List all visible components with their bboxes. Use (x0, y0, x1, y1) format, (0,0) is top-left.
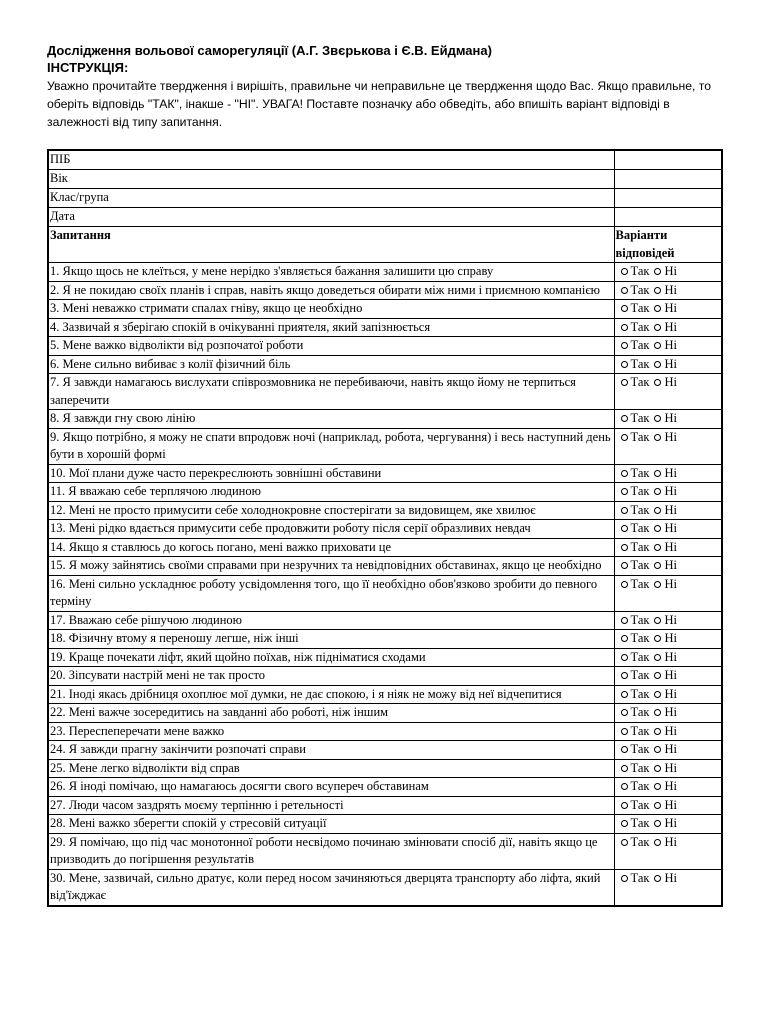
header-answers: Варіанти відповідей (614, 227, 722, 263)
radio-no[interactable] (654, 709, 661, 716)
option-no-label: Ні (664, 631, 677, 645)
radio-no[interactable] (654, 434, 661, 441)
option-no-label: Ні (664, 870, 677, 885)
table-row (48, 815, 722, 834)
option-no-label: Ні (664, 649, 677, 664)
answer-options (614, 869, 722, 906)
option-yes-label: Так (630, 301, 650, 315)
option-no-label: Ні (664, 338, 677, 352)
question-text: 6. Мене сильно вибиває з колії фізичний біль (48, 355, 614, 374)
option-yes-label: Так (630, 797, 650, 812)
option-no-label: Ні (664, 319, 677, 334)
table-row (48, 538, 722, 557)
question-text: 13. Мені рідко вдається примусити себе продовжити роботу після серії образливих невдач (48, 520, 614, 539)
question-text: 24. Я завжди прагну закінчити розпочаті справи (48, 741, 614, 760)
option-yes-label: Так (630, 375, 650, 389)
answer-options (614, 575, 722, 611)
answer-options (614, 281, 722, 300)
question-text: 7. Я завжди намагаюсь вислухати співрозмовника не перебиваючи, навіть якщо йому не терпиться заперечити (48, 374, 614, 410)
answer-options (614, 611, 722, 630)
option-yes-label: Так (630, 612, 650, 627)
option-yes-label: Так (630, 558, 650, 572)
option-no-label: Ні (664, 301, 677, 315)
radio-no[interactable] (654, 617, 661, 624)
table-row (48, 557, 722, 576)
question-text: 27. Люди часом заздрять моєму терпінню і ретельності (48, 796, 614, 815)
option-yes-label: Так (630, 576, 650, 591)
radio-no[interactable] (654, 691, 661, 698)
option-yes-label: Так (630, 338, 650, 352)
table-row (48, 428, 722, 464)
radio-yes[interactable] (621, 361, 628, 368)
question-text: 10. Мої плани дуже часто перекреслюють зовнішні обставини (48, 464, 614, 483)
radio-no[interactable] (654, 361, 661, 368)
option-no-label: Ні (664, 356, 677, 371)
answer-options (614, 833, 722, 869)
answer-options (614, 667, 722, 686)
option-yes-label: Так (630, 779, 650, 793)
answer-options (614, 685, 722, 704)
option-yes-label: Так (630, 264, 650, 278)
table-row (48, 796, 722, 815)
answer-options (614, 337, 722, 356)
table-row (48, 869, 722, 906)
radio-no[interactable] (654, 525, 661, 532)
option-yes-label: Так (630, 723, 650, 738)
radio-yes[interactable] (621, 635, 628, 642)
radio-yes[interactable] (621, 434, 628, 441)
field-value-cell[interactable] (614, 189, 722, 208)
option-no-label: Ні (664, 411, 677, 425)
radio-yes[interactable] (621, 287, 628, 294)
question-text: 20. Зіпсувати настрій мені не так просто (48, 667, 614, 686)
radio-yes[interactable] (621, 765, 628, 772)
radio-yes[interactable] (621, 875, 628, 882)
table-row (48, 355, 722, 374)
radio-no[interactable] (654, 305, 661, 312)
option-no-label: Ні (664, 484, 677, 498)
option-no-label: Ні (664, 797, 677, 812)
instruction-text: Уважно прочитайте твердження і вирішіть, правильне чи неправильне це твердження щодо Вас. Якщо правильне, то оберіть відповідь "ТАК", інакше - "НІ". УВАГА! Поставте позначку або обведіть, або впишіть варіант відповіді в залежності від типу запитання. (47, 79, 712, 129)
table-row (48, 741, 722, 760)
document-title: Дослідження вольової саморегуляції (А.Г. Звєрькова і Є.В. Ейдмана) (47, 43, 492, 58)
answer-options (614, 501, 722, 520)
answer-options (614, 557, 722, 576)
table-row (48, 630, 722, 649)
option-yes-label: Так (630, 834, 650, 849)
option-no-label: Ні (664, 668, 677, 682)
radio-no[interactable] (654, 287, 661, 294)
option-no-label: Ні (664, 502, 677, 517)
radio-no[interactable] (654, 672, 661, 679)
field-value-cell[interactable] (614, 208, 722, 227)
option-no-label: Ні (664, 723, 677, 738)
answer-options (614, 483, 722, 502)
question-text: 28. Мені важко зберегти спокій у стресовій ситуації (48, 815, 614, 834)
radio-yes[interactable] (621, 728, 628, 735)
radio-yes[interactable] (621, 507, 628, 514)
table-row (48, 300, 722, 319)
radio-yes[interactable] (621, 415, 628, 422)
option-no-label: Ні (664, 282, 677, 297)
question-text: 12. Мені не просто примусити себе холоднокровне спостерігати за видовищем, яке хвилює (48, 501, 614, 520)
table-row (48, 833, 722, 869)
table-row (48, 685, 722, 704)
radio-yes[interactable] (621, 525, 628, 532)
field-label: Дата (48, 208, 614, 227)
radio-yes[interactable] (621, 488, 628, 495)
question-text: 16. Мені сильно ускладнює роботу усвідомлення того, що її необхідно обов'язково зробити до певного терміну (48, 575, 614, 611)
answer-options (614, 318, 722, 337)
question-text: 23. Переспеперечати мене важко (48, 722, 614, 741)
field-value-cell[interactable] (614, 150, 722, 170)
radio-no[interactable] (654, 839, 661, 846)
option-yes-label: Так (630, 631, 650, 645)
option-yes-label: Так (630, 668, 650, 682)
radio-yes[interactable] (621, 562, 628, 569)
table-row (48, 611, 722, 630)
option-yes-label: Так (630, 686, 650, 701)
answer-options (614, 520, 722, 539)
table-row (48, 667, 722, 686)
option-yes-label: Так (630, 760, 650, 775)
question-text: 26. Я іноді помічаю, що намагаюсь досягти свого всупереч обставинам (48, 778, 614, 797)
answer-options (614, 263, 722, 282)
table-row (48, 464, 722, 483)
radio-no[interactable] (654, 562, 661, 569)
answer-options (614, 778, 722, 797)
radio-no[interactable] (654, 507, 661, 514)
option-yes-label: Так (630, 319, 650, 334)
table-row (48, 281, 722, 300)
field-row-age (48, 170, 722, 189)
question-text: 11. Я вважаю себе терплячою людиною (48, 483, 614, 502)
table-row (48, 778, 722, 797)
field-row-name (48, 150, 722, 170)
table-row (48, 501, 722, 520)
radio-no[interactable] (654, 802, 661, 809)
option-yes-label: Так (630, 411, 650, 425)
option-yes-label: Так (630, 484, 650, 498)
radio-yes[interactable] (621, 709, 628, 716)
answer-options (614, 428, 722, 464)
option-no-label: Ні (664, 558, 677, 572)
instruction-heading: ІНСТРУКЦІЯ: (47, 60, 129, 75)
radio-no[interactable] (654, 379, 661, 386)
table-row (48, 722, 722, 741)
table-row (48, 337, 722, 356)
question-text: 15. Я можу зайнятись своїми справами при незручних та невідповідних обставинах, якщо це необхідно (48, 557, 614, 576)
option-yes-label: Так (630, 502, 650, 517)
option-yes-label: Так (630, 356, 650, 371)
header-question: Запитання (48, 227, 614, 263)
answer-options (614, 741, 722, 760)
question-text: 5. Мене важко відволікти від розпочатої роботи (48, 337, 614, 356)
table-row (48, 648, 722, 667)
radio-no[interactable] (654, 415, 661, 422)
option-no-label: Ні (664, 816, 677, 830)
option-no-label: Ні (664, 576, 677, 591)
table-row (48, 483, 722, 502)
question-text: 22. Мені важче зосередитись на завданні або роботі, ніж іншим (48, 704, 614, 723)
table-row (48, 759, 722, 778)
question-text: 9. Якщо потрібно, я можу не спати впродовж ночі (наприклад, робота, чергування) і весь наступний день бути в хорошій формі (48, 428, 614, 464)
table-row (48, 374, 722, 410)
radio-yes[interactable] (621, 839, 628, 846)
question-text: 21. Іноді якась дрібниця охоплює мої думки, не дає спокою, і я ніяк не можу від неї відчепитися (48, 685, 614, 704)
option-no-label: Ні (664, 429, 677, 444)
question-text: 25. Мене легко відволікти від справ (48, 759, 614, 778)
table-row (48, 704, 722, 723)
radio-yes[interactable] (621, 783, 628, 790)
option-yes-label: Так (630, 705, 650, 719)
radio-no[interactable] (654, 746, 661, 753)
field-value-cell[interactable] (614, 170, 722, 189)
question-text: 17. Вважаю себе рішучою людиною (48, 611, 614, 630)
table-row (48, 318, 722, 337)
radio-no[interactable] (654, 268, 661, 275)
option-no-label: Ні (664, 705, 677, 719)
radio-yes[interactable] (621, 746, 628, 753)
table-row (48, 263, 722, 282)
radio-yes[interactable] (621, 305, 628, 312)
option-yes-label: Так (630, 539, 650, 554)
option-yes-label: Так (630, 521, 650, 535)
field-label: ПІБ (48, 150, 614, 170)
radio-yes[interactable] (621, 544, 628, 551)
question-text: 3. Мені неважко стримати спалах гніву, якщо це необхідно (48, 300, 614, 319)
answer-options (614, 722, 722, 741)
table-row (48, 410, 722, 429)
answer-options (614, 464, 722, 483)
option-yes-label: Так (630, 742, 650, 756)
option-yes-label: Так (630, 870, 650, 885)
question-text: 14. Якщо я ставлюсь до когось погано, мені важко приховати це (48, 538, 614, 557)
radio-yes[interactable] (621, 672, 628, 679)
answer-options (614, 704, 722, 723)
option-no-label: Ні (664, 834, 677, 849)
radio-yes[interactable] (621, 324, 628, 331)
radio-yes[interactable] (621, 379, 628, 386)
field-row-group (48, 189, 722, 208)
answer-options (614, 630, 722, 649)
answer-options (614, 815, 722, 834)
radio-no[interactable] (654, 728, 661, 735)
option-no-label: Ні (664, 465, 677, 480)
field-row-date (48, 208, 722, 227)
answer-options (614, 538, 722, 557)
answer-options (614, 759, 722, 778)
option-no-label: Ні (664, 264, 677, 278)
answer-options (614, 355, 722, 374)
answer-options (614, 648, 722, 667)
radio-no[interactable] (654, 654, 661, 661)
table-row (48, 575, 722, 611)
radio-no[interactable] (654, 324, 661, 331)
table-header-row (48, 227, 722, 263)
field-label: Вік (48, 170, 614, 189)
answer-options (614, 410, 722, 429)
radio-yes[interactable] (621, 581, 628, 588)
question-text: 1. Якщо щось не клеїться, у мене нерідко з'являється бажання залишити цю справу (48, 263, 614, 282)
option-no-label: Ні (664, 521, 677, 535)
option-yes-label: Так (630, 282, 650, 297)
question-text: 19. Краще почекати ліфт, який щойно поїхав, ніж підніматися сходами (48, 648, 614, 667)
radio-no[interactable] (654, 875, 661, 882)
radio-no[interactable] (654, 783, 661, 790)
option-no-label: Ні (664, 686, 677, 701)
question-text: 8. Я завжди гну свою лінію (48, 410, 614, 429)
option-no-label: Ні (664, 539, 677, 554)
option-no-label: Ні (664, 760, 677, 775)
table-row (48, 520, 722, 539)
questionnaire-table (47, 149, 723, 907)
option-no-label: Ні (664, 375, 677, 389)
radio-no[interactable] (654, 765, 661, 772)
radio-no[interactable] (654, 820, 661, 827)
option-yes-label: Так (630, 465, 650, 480)
radio-yes[interactable] (621, 654, 628, 661)
radio-yes[interactable] (621, 802, 628, 809)
radio-no[interactable] (654, 544, 661, 551)
answer-options (614, 374, 722, 410)
option-no-label: Ні (664, 779, 677, 793)
radio-no[interactable] (654, 470, 661, 477)
option-no-label: Ні (664, 612, 677, 627)
question-text: 30. Мене, зазвичай, сильно дратує, коли перед носом зачиняються дверцята транспорту або ліфта, який від'їжджає (48, 869, 614, 906)
radio-no[interactable] (654, 342, 661, 349)
radio-no[interactable] (654, 488, 661, 495)
option-yes-label: Так (630, 816, 650, 830)
question-text: 2. Я не покидаю своїх планів і справ, навіть якщо доведеться обирати між ними і приємною компанією (48, 281, 614, 300)
option-yes-label: Так (630, 429, 650, 444)
answer-options (614, 300, 722, 319)
question-text: 4. Зазвичай я зберігаю спокій в очікуванні приятеля, який запізнюється (48, 318, 614, 337)
answer-options (614, 796, 722, 815)
radio-yes[interactable] (621, 268, 628, 275)
option-yes-label: Так (630, 649, 650, 664)
option-no-label: Ні (664, 742, 677, 756)
radio-yes[interactable] (621, 342, 628, 349)
question-text: 18. Фізичну втому я переношу легше, ніж інші (48, 630, 614, 649)
question-text: 29. Я помічаю, що під час монотонної роботи несвідомо починаю змінювати спосіб дії, навіть якщо це призводить до погіршення результатів (48, 833, 614, 869)
field-label: Клас/група (48, 189, 614, 208)
radio-yes[interactable] (621, 691, 628, 698)
radio-no[interactable] (654, 581, 661, 588)
radio-yes[interactable] (621, 470, 628, 477)
radio-no[interactable] (654, 635, 661, 642)
radio-yes[interactable] (621, 820, 628, 827)
radio-yes[interactable] (621, 617, 628, 624)
